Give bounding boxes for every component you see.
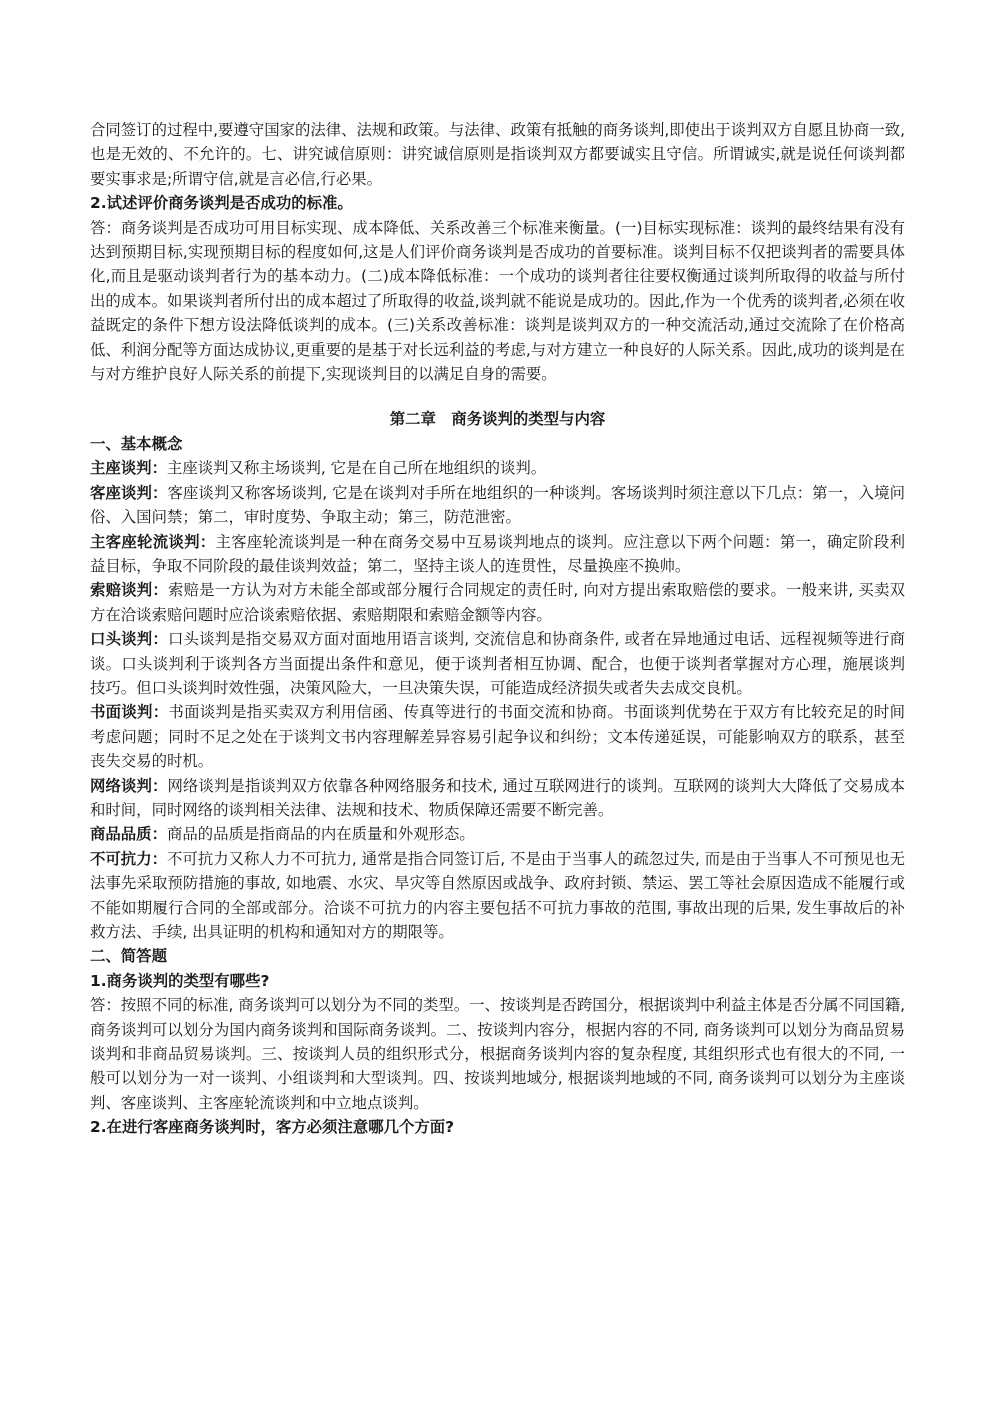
concept-home-negotiation <box>90 456 905 480</box>
chapter-title: 第二章 商务谈判的类型与内容 <box>389 410 606 429</box>
concept-term: 索赔谈判： <box>90 581 168 600</box>
concept-text: 商品的品质是指商品的内在质量和外观形态。 <box>166 825 475 844</box>
short-question-1-title: 1.商务谈判的类型有哪些? <box>90 971 270 990</box>
concept-term: 主座谈判： <box>90 459 167 478</box>
concept-term: 客座谈判： <box>90 483 168 502</box>
question-2-title: 2.试述评价商务谈判是否成功的标准。 <box>90 194 353 213</box>
concept-text: 口头谈判是指交易双方面对面地用语言谈判, 交流信息和协商条件, 或者在异地通过电话、远程视频等进行商谈。口头谈判利于谈判各方当面提出条件和意见，便于谈判者相互协调、配合，也便于谈判者掌握对方心理，施展谈判技巧。但口头谈判时效性强，决策风险大，一旦决策失误，可能造成经济损失或者失去成交良机。 <box>90 630 905 697</box>
concept-term: 网络谈判： <box>90 776 168 795</box>
concept-force-majeure <box>90 847 905 945</box>
concept-text: 书面谈判是指买卖双方利用信函、传真等进行的书面交流和协商。书面谈判优势在于双方有比较充足的时间考虑问题；同时不足之处在于谈判文书内容理解差异容易引起争议和纠纷；文本传递延误，可能影响双方的联系，甚至丧失交易的时机。 <box>90 703 905 771</box>
short-question-1-answer: 答：按照不同的标准, 商务谈判可以划分为不同的类型。一、按谈判是否跨国分，根据谈判中利益主体是否分属不同国籍, 商务谈判可以划分为国内商务谈判和国际商务谈判。二、按谈判内容分，根据内容的不同, 商务谈判可以划分为商品贸易谈判和非商品贸易谈判。三、按谈判人员的组织形式分，根据商务谈判内容的复杂程度, 其组织形式也有很大的不同, 一般可以划分为一对一谈判、小组谈判和大型谈判。四、按谈判地域分, 根据谈判地域的不同, 商务谈判可以划分为主座谈判、客座谈判、主客座轮流谈判和中立地点谈判。 <box>90 996 905 1112</box>
section-short-answer-title: 二、简答题 <box>90 947 167 966</box>
concept-online-negotiation <box>90 774 905 823</box>
concept-term: 不可抗力： <box>90 849 168 868</box>
short-question-2-title: 2.在进行客座商务谈判时，客方必须注意哪几个方面? <box>90 1118 455 1137</box>
concept-text: 主客座轮流谈判是一种在商务交易中互易谈判地点的谈判。应注意以下两个问题：第一，确定阶段利益目标，争取不同阶段的最佳谈判效益；第二，坚持主谈人的连贯性，尽量换座不换帅。 <box>90 532 905 575</box>
concept-claim-negotiation <box>90 578 905 627</box>
concept-text: 网络谈判是指谈判双方依靠各种网络服务和技术, 通过互联网进行的谈判。互联网的谈判大大降低了交易成本和时间，同时网络的谈判相关法律、法规和技术、物质保障还需要不断完善。 <box>90 776 905 819</box>
concept-away-negotiation <box>90 481 905 530</box>
concept-rotating-negotiation <box>90 530 905 579</box>
question-2-answer: 答：商务谈判是否成功可用目标实现、成本降低、关系改善三个标准来衡量。(一)目标实现标准：谈判的最终结果有没有达到预期目标,实现预期目标的程度如何,这是人们评价商务谈判是否成功的首要标准。谈判目标不仅把谈判者的需要具体化,而且是驱动谈判者行为的基本动力。(二)成本降低标准：一个成功的谈判者往往要权衡通过谈判所取得的收益与所付出的成本。如果谈判者所付出的成本超过了所取得的收益,谈判就不能说是成功的。因此,作为一个优秀的谈判者,必须在收益既定的条件下想方设法降低谈判的成本。(三)关系改善标准：谈判是谈判双方的一种交流活动,通过交流除了在价格高低、利润分配等方面达成协议,更重要的是基于对长远利益的考虑,与对方建立一种良好的人际关系。因此,成功的谈判是在与对方维护良好人际关系的前提下,实现谈判目的以满足自身的需要。 <box>90 218 905 384</box>
intro-paragraph: 合同签订的过程中,要遵守国家的法律、法规和政策。与法律、政策有抵触的商务谈判,即使出于谈判双方自愿且协商一致,也是无效的、不允许的。七、讲究诚信原则：讲究诚信原则是指谈判双方都要诚实且守信。所谓诚实,就是说任何谈判都要实事求是;所谓守信,就是言必信,行必果。 <box>90 121 905 188</box>
concept-term: 商品品质： <box>90 825 167 844</box>
concept-term: 主客座轮流谈判： <box>90 532 216 551</box>
concept-text: 客座谈判又称客场谈判, 它是在谈判对手所在地组织的一种谈判。客场谈判时须注意以下几点：第一，入境问俗、入国问禁；第二，审时度势、争取主动；第三，防范泄密。 <box>90 483 905 527</box>
concept-term: 口头谈判： <box>90 630 168 649</box>
concept-product-quality <box>90 822 905 846</box>
concept-text: 不可抗力又称人力不可抗力, 通常是指合同签订后, 不是由于当事人的疏忽过失, 而是由于当事人不可预见也无法事先采取预防措施的事故, 如地震、水灾、旱灾等自然原因或战争、政府封锁、禁运、罢工等社会原因造成不能履行或不能如期履行合同的全部或部分。洽谈不可抗力的内容主要包括不可抗力事故的范围, 事故出现的后果, 发生事故后的补救方法、手续, 出具证明的机构和通知对方的期限等。 <box>90 849 905 941</box>
section-basic-concepts-title: 一、基本概念 <box>90 434 183 453</box>
concept-text: 索赔是一方认为对方未能全部或部分履行合同规定的责任时, 向对方提出索取赔偿的要求。一般来讲, 买卖双方在洽谈索赔问题时应洽谈索赔依据、索赔期限和索赔金额等内容。 <box>90 581 905 624</box>
document-page <box>90 118 905 1140</box>
concept-term: 书面谈判： <box>90 703 169 722</box>
concept-oral-negotiation <box>90 627 905 700</box>
concept-text: 主座谈判又称主场谈判, 它是在自己所在地组织的谈判。 <box>166 459 547 478</box>
concept-written-negotiation <box>90 700 905 773</box>
